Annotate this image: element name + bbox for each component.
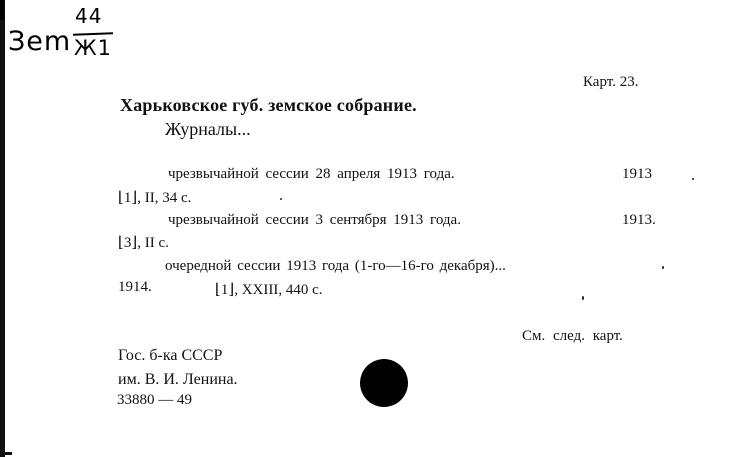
entry-3-details: ⌊1⌋, XXIII, 440 с. [215,282,323,298]
entry-2-year: 1913. [622,212,656,228]
card-subheading: Журналы... [165,119,251,139]
entry-1-year: 1913 [622,166,652,182]
library-line-2: им. В. И. Ленина. [118,371,238,388]
card-number: Карт. 23. [583,74,639,90]
dust-speck [280,198,282,200]
entry-1-description: чрезвычайной сессии 28 апреля 1913 года. [168,166,455,182]
handwritten-shelfmark-numerator: 44 [75,4,103,28]
card-corner-mark [0,0,4,20]
dust-speck [662,266,664,269]
dust-speck [582,296,584,300]
entry-2-description: чрезвычайной сессии 3 сентября 1913 года. [168,212,461,228]
entry-1-details: ⌊1⌋, II, 34 с. [118,190,192,206]
handwritten-shelfmark-prefix: Зem [8,26,72,57]
card-bottom-mark [0,452,12,455]
library-print-number: 33880 — 49 [117,392,192,408]
dust-speck [692,178,694,180]
card-left-edge [0,0,5,457]
see-next-card-note: См. след. карт. [522,328,623,344]
library-line-1: Гос. б-ка СССР [118,347,223,364]
entry-3-year: 1914. [118,279,152,295]
entry-2-details: ⌊3⌋, II с. [118,235,169,251]
punch-hole [360,359,408,407]
card-heading: Харьковское губ. земское собрание. [120,95,417,115]
handwritten-shelfmark-denominator: Ж1 [74,36,112,60]
entry-3-description: очередной сессии 1913 года (1-го—16-го декабря)... [165,258,506,274]
